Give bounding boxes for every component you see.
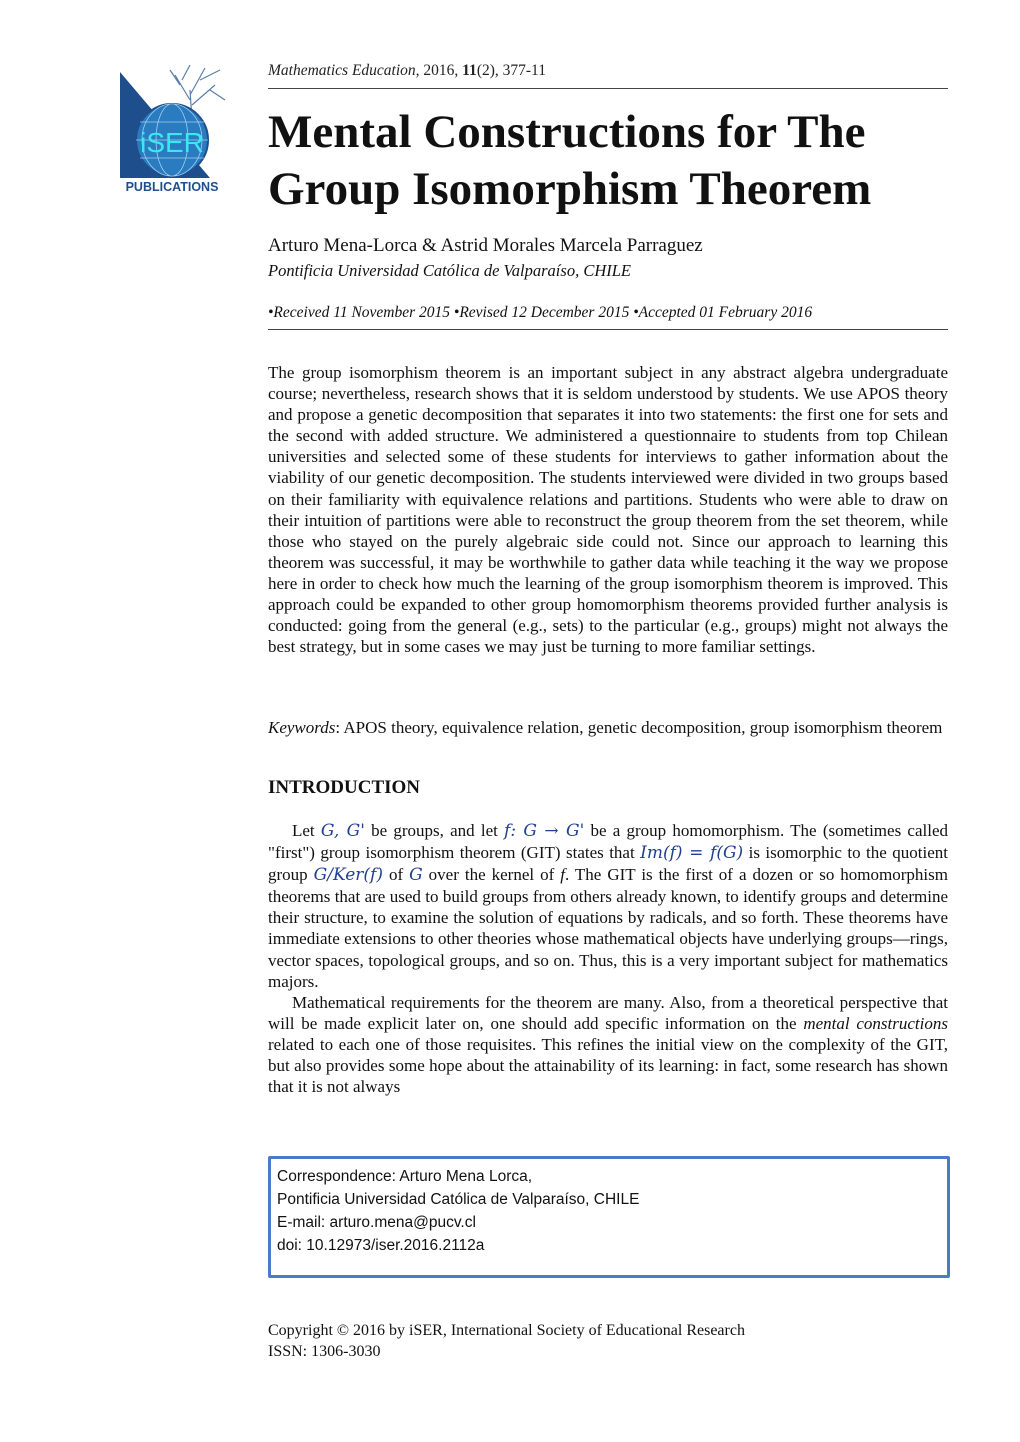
authors: Arturo Mena-Lorca & Astrid Morales Marcela Parraguez <box>268 235 703 256</box>
paper-title: Mental Constructions for The Group Isomorphism Theorem <box>268 106 872 215</box>
correspondence-email: E-mail: arturo.mena@pucv.cl <box>277 1214 476 1231</box>
journal-citation: Mathematics Education, 2016, 11(2), 377-11 <box>268 62 546 79</box>
header-rule <box>268 88 948 89</box>
correspondence-box <box>268 1156 950 1278</box>
correspondence-name: Correspondence: Arturo Mena Lorca, <box>277 1168 533 1185</box>
section-heading-introduction: INTRODUCTION <box>268 777 421 798</box>
issn: ISSN: 1306-3030 <box>268 1343 381 1360</box>
copyright-line: Copyright © 2016 by iSER, International Society of Educational Research <box>268 1322 745 1339</box>
correspondence-affiliation: Pontificia Universidad Católica de Valparaíso, CHILE <box>277 1191 640 1208</box>
svg-text:PUBLICATIONS: PUBLICATIONS <box>125 180 219 194</box>
dates-rule <box>268 329 948 330</box>
copyright-footer <box>268 1320 745 1362</box>
submission-dates: •Received 11 November 2015 •Revised 12 December 2015 •Accepted 01 February 2016 <box>268 304 813 321</box>
affiliation: Pontificia Universidad Católica de Valparaíso, CHILE <box>268 261 631 280</box>
iser-publications-logo <box>120 60 230 195</box>
intro-paragraph-1: Let G, G' be groups, and let f: G → G' be a group homomorphism. The (sometimes called "first") group isomorphism theorem (GIT) states that Im(f) = f(G) is isomorphic to the quotient group G/Ker(f) of G over the kernel of f. The GIT is the first of a dozen or so homomorphism theorems that are used to build groups from others already known, to identify groups and determine their structure, to examine the solution of equations by radicals, and so forth. These theorems have immediate extensions to other theories whose mathematical objects have underlying groups—rings, vector spaces, topological groups, and so on. Thus, this is a very important subject for mathematics majors. <box>268 821 948 991</box>
introduction-body <box>268 820 948 1097</box>
abstract: The group isomorphism theorem is an important subject in any abstract algebra undergraduate course; nevertheless, research shows that it is seldom understood by students. We use APOS theory and propose a genetic decomposition that separates it into two statements: the first one for sets and the second with added structure. We administered a questionnaire to students from top Chilean universities and selected some of these students for interviews to gather information about the viability of our genetic decomposition. The students interviewed were divided in two groups based on their familiarity with equivalence relations and partitions. Students who were able to draw on their intuition of partitions were able to reconstruct the group theorem from the set theorem, while those who stayed on the purely algebraic side could not. Since our approach to learning this theorem was successful, it may be worthwhile to gather data while teaching it the way we propose here in order to check how much the learning of the group isomorphism theorem is improved. This approach could be expanded to other group homomorphism theorems provided further analysis is conducted: going from the general (e.g., sets) to the particular (e.g., groups) might not always the best strategy, but in some cases we may just be turning to more familiar settings. <box>268 363 948 657</box>
intro-paragraph-2: Mathematical requirements for the theorem are many. Also, from a theoretical perspective that will be made explicit later on, one should add specific information on the mental constructions related to each one of those requisites. This refines the initial view on the complexity of the GIT, but also provides some hope about the attainability of its learning: in fact, some research has shown that it is not always <box>268 992 948 1097</box>
keywords: Keywords: APOS theory, equivalence relation, genetic decomposition, group isomorphism theorem <box>268 718 943 737</box>
correspondence-doi: doi: 10.12973/iser.2016.2112a <box>277 1237 485 1254</box>
svg-text:iSER: iSER <box>140 127 204 158</box>
